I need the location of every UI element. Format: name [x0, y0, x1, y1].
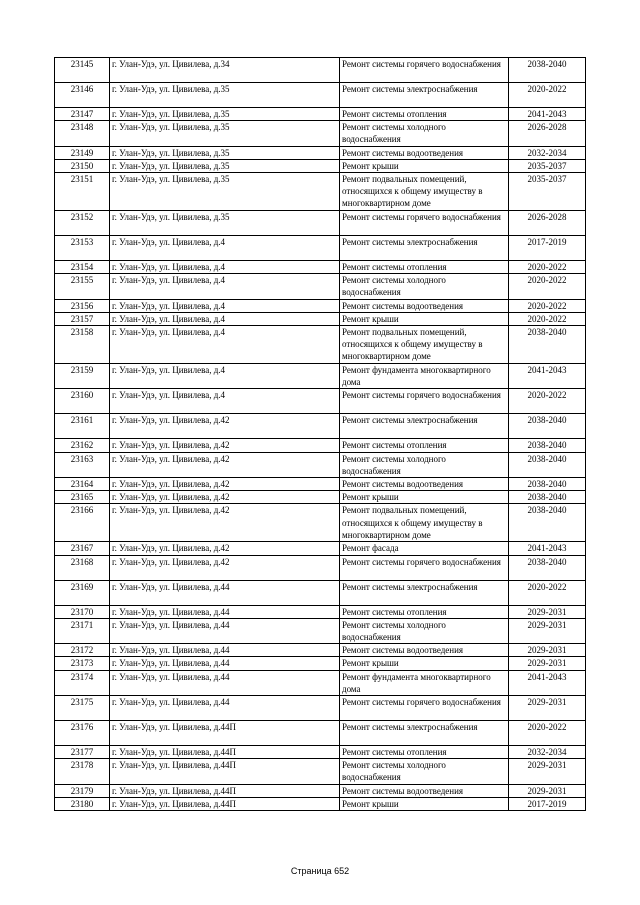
- work-type-cell: Ремонт системы горячего водоснабжения: [340, 389, 509, 414]
- period-cell: 2032-2034: [509, 746, 586, 759]
- work-type-cell: Ремонт системы электроснабжения: [340, 721, 509, 746]
- period-cell: 2026-2028: [509, 211, 586, 236]
- period-cell: 2041-2043: [509, 364, 586, 389]
- address-cell: г. Улан-Удэ, ул. Цивилева, д.44: [110, 644, 340, 657]
- row-number-cell: 23153: [55, 236, 110, 261]
- period-cell: 2029-2031: [509, 618, 586, 643]
- address-cell: г. Улан-Удэ, ул. Цивилева, д.42: [110, 414, 340, 439]
- period-cell: 2029-2031: [509, 784, 586, 797]
- row-number-cell: 23170: [55, 605, 110, 618]
- row-number-cell: 23175: [55, 696, 110, 721]
- address-cell: г. Улан-Удэ, ул. Цивилева, д.4: [110, 364, 340, 389]
- address-cell: г. Улан-Удэ, ул. Цивилева, д.4: [110, 274, 340, 299]
- address-cell: г. Улан-Удэ, ул. Цивилева, д.42: [110, 542, 340, 555]
- row-number-cell: 23152: [55, 211, 110, 236]
- period-cell: 2020-2022: [509, 580, 586, 605]
- address-cell: г. Улан-Удэ, ул. Цивилева, д.4: [110, 326, 340, 364]
- table-row: [55, 414, 586, 439]
- work-type-cell: Ремонт системы электроснабжения: [340, 414, 509, 439]
- address-cell: г. Улан-Удэ, ул. Цивилева, д.44П: [110, 721, 340, 746]
- period-cell: 2038-2040: [509, 414, 586, 439]
- work-type-cell: Ремонт подвальных помещений, относящихся к общему имуществу в многоквартирном доме: [340, 326, 509, 364]
- table-row: [55, 478, 586, 491]
- table-row: [55, 364, 586, 389]
- work-type-cell: Ремонт системы холодного водоснабжения: [340, 618, 509, 643]
- work-type-cell: Ремонт системы горячего водоснабжения: [340, 555, 509, 580]
- table-row: [55, 108, 586, 121]
- work-type-cell: Ремонт крыши: [340, 491, 509, 504]
- row-number-cell: 23167: [55, 542, 110, 555]
- row-number-cell: 23147: [55, 108, 110, 121]
- table-row: [55, 159, 586, 172]
- work-type-cell: Ремонт фундамента многоквартирного дома: [340, 364, 509, 389]
- table-row: [55, 759, 586, 784]
- work-type-cell: Ремонт системы электроснабжения: [340, 236, 509, 261]
- table-row: [55, 173, 586, 211]
- address-cell: г. Улан-Удэ, ул. Цивилева, д.4: [110, 299, 340, 312]
- row-number-cell: 23171: [55, 618, 110, 643]
- row-number-cell: 23150: [55, 159, 110, 172]
- address-cell: г. Улан-Удэ, ул. Цивилева, д.42: [110, 439, 340, 452]
- row-number-cell: 23149: [55, 146, 110, 159]
- work-type-cell: Ремонт системы отопления: [340, 439, 509, 452]
- table-row: [55, 389, 586, 414]
- table-row: [55, 746, 586, 759]
- address-cell: г. Улан-Удэ, ул. Цивилева, д.44: [110, 696, 340, 721]
- table-row: [55, 58, 586, 83]
- row-number-cell: 23158: [55, 326, 110, 364]
- row-number-cell: 23178: [55, 759, 110, 784]
- period-cell: 2038-2040: [509, 491, 586, 504]
- table-row: [55, 670, 586, 695]
- work-type-cell: Ремонт подвальных помещений, относящихся к общему имуществу в многоквартирном доме: [340, 173, 509, 211]
- address-cell: г. Улан-Удэ, ул. Цивилева, д.4: [110, 389, 340, 414]
- row-number-cell: 23174: [55, 670, 110, 695]
- address-cell: г. Улан-Удэ, ул. Цивилева, д.44П: [110, 759, 340, 784]
- table-row: [55, 439, 586, 452]
- period-cell: 2026-2028: [509, 121, 586, 146]
- address-cell: г. Улан-Удэ, ул. Цивилева, д.44П: [110, 746, 340, 759]
- work-type-cell: Ремонт системы отопления: [340, 261, 509, 274]
- address-cell: г. Улан-Удэ, ул. Цивилева, д.44П: [110, 784, 340, 797]
- row-number-cell: 23176: [55, 721, 110, 746]
- work-type-cell: Ремонт системы холодного водоснабжения: [340, 121, 509, 146]
- table-row: [55, 721, 586, 746]
- period-cell: 2020-2022: [509, 274, 586, 299]
- address-cell: г. Улан-Удэ, ул. Цивилева, д.35: [110, 83, 340, 108]
- period-cell: 2020-2022: [509, 261, 586, 274]
- row-number-cell: 23166: [55, 504, 110, 542]
- work-type-cell: Ремонт системы водоотведения: [340, 644, 509, 657]
- table-row: [55, 146, 586, 159]
- period-cell: 2020-2022: [509, 312, 586, 325]
- period-cell: 2029-2031: [509, 759, 586, 784]
- row-number-cell: 23180: [55, 797, 110, 810]
- work-type-cell: Ремонт системы отопления: [340, 108, 509, 121]
- row-number-cell: 23177: [55, 746, 110, 759]
- table-row: [55, 618, 586, 643]
- work-type-cell: Ремонт системы холодного водоснабжения: [340, 274, 509, 299]
- table-row: [55, 236, 586, 261]
- work-type-cell: Ремонт фундамента многоквартирного дома: [340, 670, 509, 695]
- work-type-cell: Ремонт системы электроснабжения: [340, 83, 509, 108]
- address-cell: г. Улан-Удэ, ул. Цивилева, д.44: [110, 618, 340, 643]
- address-cell: г. Улан-Удэ, ул. Цивилева, д.35: [110, 159, 340, 172]
- table-row: [55, 299, 586, 312]
- table-row: [55, 696, 586, 721]
- row-number-cell: 23173: [55, 657, 110, 670]
- row-number-cell: 23145: [55, 58, 110, 83]
- table-row: [55, 491, 586, 504]
- work-type-cell: Ремонт системы холодного водоснабжения: [340, 452, 509, 477]
- row-number-cell: 23161: [55, 414, 110, 439]
- table-row: [55, 211, 586, 236]
- address-cell: г. Улан-Удэ, ул. Цивилева, д.35: [110, 121, 340, 146]
- address-cell: г. Улан-Удэ, ул. Цивилева, д.44: [110, 657, 340, 670]
- period-cell: 2038-2040: [509, 555, 586, 580]
- table-row: [55, 504, 586, 542]
- table-row: [55, 555, 586, 580]
- period-cell: 2041-2043: [509, 108, 586, 121]
- work-type-cell: Ремонт системы холодного водоснабжения: [340, 759, 509, 784]
- row-number-cell: 23169: [55, 580, 110, 605]
- period-cell: 2020-2022: [509, 389, 586, 414]
- address-cell: г. Улан-Удэ, ул. Цивилева, д.42: [110, 555, 340, 580]
- work-type-cell: Ремонт подвальных помещений, относящихся к общему имуществу в многоквартирном доме: [340, 504, 509, 542]
- period-cell: 2029-2031: [509, 644, 586, 657]
- period-cell: 2038-2040: [509, 439, 586, 452]
- row-number-cell: 23157: [55, 312, 110, 325]
- address-cell: г. Улан-Удэ, ул. Цивилева, д.44: [110, 670, 340, 695]
- table-row: [55, 580, 586, 605]
- table-row: [55, 83, 586, 108]
- period-cell: 2017-2019: [509, 236, 586, 261]
- work-type-cell: Ремонт крыши: [340, 657, 509, 670]
- row-number-cell: 23159: [55, 364, 110, 389]
- row-number-cell: 23155: [55, 274, 110, 299]
- work-type-cell: Ремонт системы электроснабжения: [340, 580, 509, 605]
- work-type-cell: Ремонт системы водоотведения: [340, 146, 509, 159]
- period-cell: 2035-2037: [509, 173, 586, 211]
- work-type-cell: Ремонт системы горячего водоснабжения: [340, 58, 509, 83]
- address-cell: г. Улан-Удэ, ул. Цивилева, д.4: [110, 312, 340, 325]
- address-cell: г. Улан-Удэ, ул. Цивилева, д.42: [110, 452, 340, 477]
- period-cell: 2020-2022: [509, 721, 586, 746]
- work-type-cell: Ремонт системы водоотведения: [340, 299, 509, 312]
- row-number-cell: 23160: [55, 389, 110, 414]
- table-row: [55, 326, 586, 364]
- work-type-cell: Ремонт крыши: [340, 159, 509, 172]
- row-number-cell: 23168: [55, 555, 110, 580]
- table-row: [55, 121, 586, 146]
- table-row: [55, 797, 586, 810]
- page-number: Страница 652: [290, 866, 350, 876]
- period-cell: 2020-2022: [509, 299, 586, 312]
- period-cell: 2035-2037: [509, 159, 586, 172]
- address-cell: г. Улан-Удэ, ул. Цивилева, д.44: [110, 605, 340, 618]
- row-number-cell: 23179: [55, 784, 110, 797]
- table-row: [55, 312, 586, 325]
- work-type-cell: Ремонт крыши: [340, 797, 509, 810]
- period-cell: 2038-2040: [509, 452, 586, 477]
- table-row: [55, 784, 586, 797]
- table-row: [55, 542, 586, 555]
- address-cell: г. Улан-Удэ, ул. Цивилева, д.35: [110, 211, 340, 236]
- work-type-cell: Ремонт системы горячего водоснабжения: [340, 696, 509, 721]
- address-cell: г. Улан-Удэ, ул. Цивилева, д.35: [110, 173, 340, 211]
- work-type-cell: Ремонт системы отопления: [340, 746, 509, 759]
- address-cell: г. Улан-Удэ, ул. Цивилева, д.34: [110, 58, 340, 83]
- period-cell: 2041-2043: [509, 542, 586, 555]
- period-cell: 2038-2040: [509, 58, 586, 83]
- row-number-cell: 23148: [55, 121, 110, 146]
- period-cell: 2038-2040: [509, 478, 586, 491]
- address-cell: г. Улан-Удэ, ул. Цивилева, д.4: [110, 261, 340, 274]
- address-cell: г. Улан-Удэ, ул. Цивилева, д.42: [110, 491, 340, 504]
- row-number-cell: 23164: [55, 478, 110, 491]
- table-row: [55, 644, 586, 657]
- table-row: [55, 657, 586, 670]
- address-cell: г. Улан-Удэ, ул. Цивилева, д.42: [110, 504, 340, 542]
- table-row: [55, 605, 586, 618]
- row-number-cell: 23163: [55, 452, 110, 477]
- row-number-cell: 23162: [55, 439, 110, 452]
- row-number-cell: 23151: [55, 173, 110, 211]
- row-number-cell: 23146: [55, 83, 110, 108]
- work-type-cell: Ремонт фасада: [340, 542, 509, 555]
- period-cell: 2038-2040: [509, 326, 586, 364]
- work-type-cell: Ремонт системы водоотведения: [340, 478, 509, 491]
- period-cell: 2029-2031: [509, 657, 586, 670]
- address-cell: г. Улан-Удэ, ул. Цивилева, д.35: [110, 146, 340, 159]
- address-cell: г. Улан-Удэ, ул. Цивилева, д.44: [110, 580, 340, 605]
- work-type-cell: Ремонт системы горячего водоснабжения: [340, 211, 509, 236]
- address-cell: г. Улан-Удэ, ул. Цивилева, д.44П: [110, 797, 340, 810]
- works-table-body: [55, 58, 586, 811]
- period-cell: 2020-2022: [509, 83, 586, 108]
- period-cell: 2029-2031: [509, 696, 586, 721]
- period-cell: 2038-2040: [509, 504, 586, 542]
- address-cell: г. Улан-Удэ, ул. Цивилева, д.4: [110, 236, 340, 261]
- work-type-cell: Ремонт системы отопления: [340, 605, 509, 618]
- table-row: [55, 274, 586, 299]
- row-number-cell: 23154: [55, 261, 110, 274]
- work-type-cell: Ремонт системы водоотведения: [340, 784, 509, 797]
- works-table: [54, 57, 586, 811]
- work-type-cell: Ремонт крыши: [340, 312, 509, 325]
- table-row: [55, 452, 586, 477]
- address-cell: г. Улан-Удэ, ул. Цивилева, д.42: [110, 478, 340, 491]
- period-cell: 2032-2034: [509, 146, 586, 159]
- period-cell: 2029-2031: [509, 605, 586, 618]
- table-row: [55, 261, 586, 274]
- row-number-cell: 23165: [55, 491, 110, 504]
- period-cell: 2017-2019: [509, 797, 586, 810]
- row-number-cell: 23156: [55, 299, 110, 312]
- address-cell: г. Улан-Удэ, ул. Цивилева, д.35: [110, 108, 340, 121]
- period-cell: 2041-2043: [509, 670, 586, 695]
- row-number-cell: 23172: [55, 644, 110, 657]
